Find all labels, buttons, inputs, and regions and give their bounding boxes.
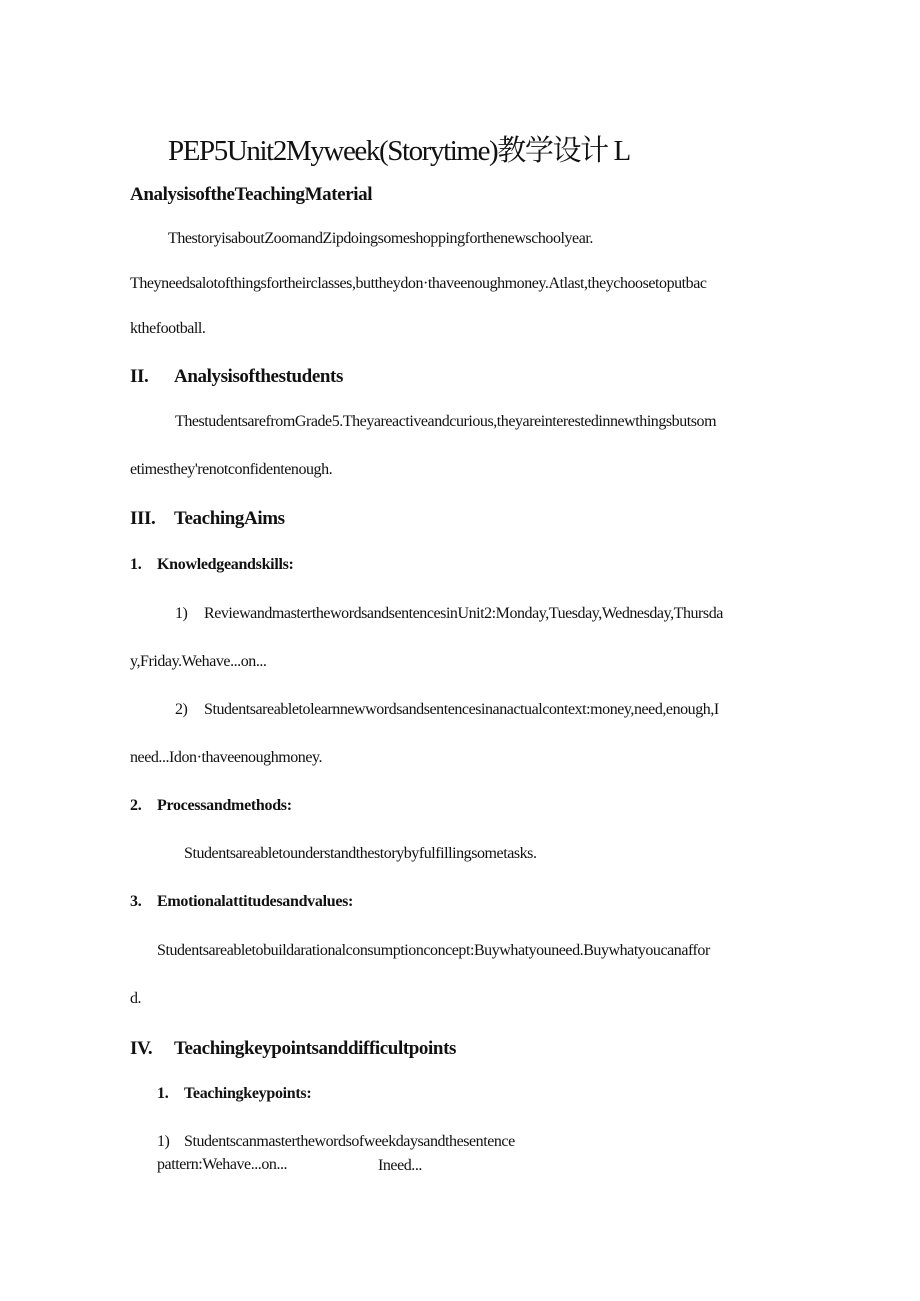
list-item-text: ReviewandmasterthewordsandsentencesinUnit2:Monday,Tuesday,Wednesday,Thursda <box>204 605 723 622</box>
section-heading-students <box>130 366 343 388</box>
paragraph-line: Ineed... <box>378 1157 422 1174</box>
paragraph-line: y,Friday.Wehave...on... <box>130 653 267 670</box>
section-title: Teachingkeypointsanddifficultpoints <box>174 1038 456 1059</box>
section-heading-teaching-material: AnalysisoftheTeachingMaterial <box>130 184 373 205</box>
section-heading-key-points <box>130 1038 456 1060</box>
list-item-number: 1) <box>175 605 188 622</box>
subheading-knowledge-skills <box>130 556 294 574</box>
section-number: II. <box>130 366 149 387</box>
list-item <box>175 605 723 623</box>
paragraph-line: etimesthey'renotconfidentenough. <box>130 461 333 478</box>
subheading-key-points <box>157 1085 311 1103</box>
section-number: IV. <box>130 1038 153 1059</box>
subheading-process-methods <box>130 797 292 815</box>
subheading-number: 3. <box>130 893 142 910</box>
subheading-title: Emotionalattitudesandvalues: <box>157 893 354 910</box>
section-heading-teaching-aims <box>130 508 285 530</box>
section-title: TeachingAims <box>174 508 285 529</box>
subheading-number: 1. <box>157 1085 169 1102</box>
list-item-number: 2) <box>175 701 188 718</box>
subheading-number: 1. <box>130 556 142 573</box>
list-item-text: Studentscanmasterthewordsofweekdaysandthesentence <box>184 1133 515 1150</box>
page-title: PEP5Unit2Myweek(Storytime)教学设计 L <box>168 135 630 167</box>
section-number: III. <box>130 508 156 529</box>
subheading-title: Processandmethods: <box>157 797 292 814</box>
paragraph-line: ThestudentsarefromGrade5.Theyareactiveandcurious,theyareinterestedinnewthingsbutsom <box>175 413 717 430</box>
paragraph-line: Studentsareabletobuildarationalconsumptionconcept:Buywhatyouneed.Buywhatyoucanaffor <box>157 942 710 959</box>
paragraph-line: Theyneedsalotofthingsfortheirclasses,buttheydon·thaveenoughmoney.Atlast,theychoosetoputbac <box>130 275 707 292</box>
paragraph-line: d. <box>130 990 142 1007</box>
paragraph-line: pattern:Wehave...on... <box>157 1156 288 1173</box>
paragraph-line: ThestoryisaboutZoomandZipdoingsomeshoppingforthenewschoolyear. <box>168 230 593 247</box>
paragraph-line: kthefootball. <box>130 320 206 337</box>
paragraph-line: need...Idon·thaveenoughmoney. <box>130 749 323 766</box>
section-title: Analysisofthestudents <box>174 366 343 387</box>
subheading-number: 2. <box>130 797 142 814</box>
subheading-title: Teachingkeypoints: <box>184 1085 312 1102</box>
subheading-emotional-values <box>130 893 353 911</box>
list-item <box>157 1133 515 1151</box>
subheading-title: Knowledgeandskills: <box>157 556 294 573</box>
paragraph-line: Studentsareabletounderstandthestorybyfulfillingsometasks. <box>184 845 537 862</box>
list-item-number: 1) <box>157 1133 170 1150</box>
list-item-text: Studentsareabletolearnnewwordsandsentencesinanactualcontext:money,need,enough,I <box>204 701 719 718</box>
list-item <box>175 701 719 719</box>
